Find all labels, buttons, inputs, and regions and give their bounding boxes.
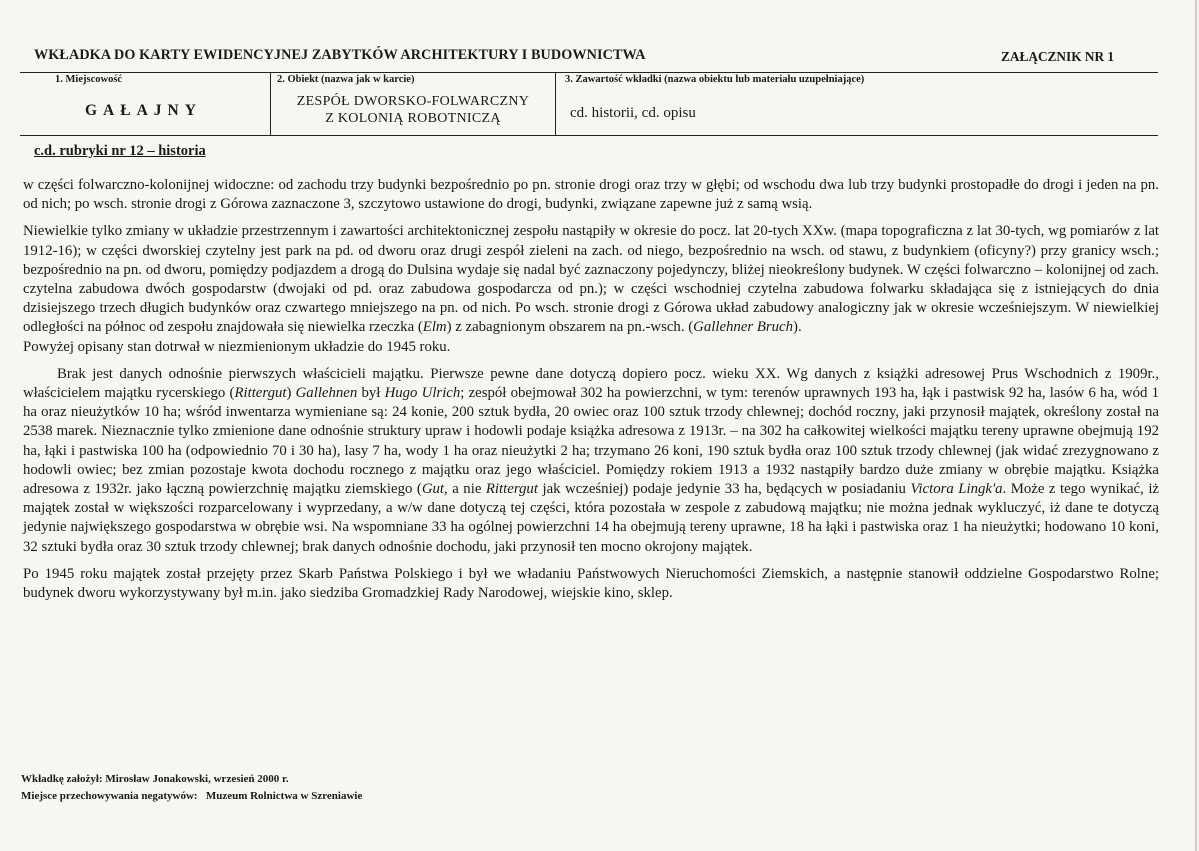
paragraph-4: Brak jest danych odnośnie pierwszych właścicieli majątku. Pierwsze pewne dane dotyczą dopiero pocz. wieku XX. Wg danych z książki adresowej Prus Wschodnich z 1909r., właścicielem majątku rycerskiego (Rittergut) Gallehnen był Hugo Ulrich; zespół obejmował 302 ha powierzchni, w tym: terenów uprawnych 193 ha, łąk i pastwisk 92 ha, lasów 6 ha, wód 1 ha oraz nieużytków 10 ha; wśród inwentarza wymieniane są: 24 konie, 200 sztuk bydła, 20 owiec oraz 100 sztuk trzody chlewnej; dochód roczny, jaki przynosił majątek, określony został na 2538 marek. Nieznacznie tylko zmienione dane odnośnie struktury upraw i hodowli podaje książka adresowa z 1913r. – na 302 ha całkowitej wielkości majątku tereny uprawne obejmują 192 ha, łąki i pastwiska 100 ha (odpowiednio 70 i 30 ha), lasy 7 ha, wody 1 ha oraz nieużytki 2 ha; trzymano 26 koni, 190 sztuk bydła oraz 100 sztuk trzody chlewnej (jak widać zrezygnowano z hodowli owiec; bez zmian pozostaje kwota dochodu rocznego z majątku oraz jego właściciel. Pomiędzy rokiem 1913 a 1932 nastąpiły bardzo duże zmiany w obrębie majątku. Książka adresowa z 1932r. jako łączną powierzchnię majątku ziemskiego (Gut, a nie Rittergut jak wcześniej) podaje jedynie 33 ha, będących w posiadaniu Victora Lingk'a. Może z tego wynikać, iż majątek został w większości rozparcelowany i wyprzedany, a w/w dane dotyczą tej części, która pozostała w zespole z zabudową majątku; nie można jednak wykluczyć, iż dane te dotyczą jedynie największego gospodarstwa w obrębie wsi. Na wspomniane 33 ha ogólnej powierzchni 14 ha obejmują tereny uprawne, 18 ha łąki i pastwiska oraz 1 ha nieużytki; hodowano 10 koni, 32 sztuki bydła oraz 30 sztuk trzody chlewnej; brak danych odnośnie dochodu, jaki przynosił ten mocno okrojony majątek. xyxy=(23,365,1159,555)
place-value: GAŁAJNY xyxy=(85,102,202,119)
paragraph-1: w części folwarczno-kolonijnej widoczne: od zachodu trzy budynki bezpośrednio po pn. stronie drogi oraz trzy w głębi; od wschodu dwa lub trzy budynki prostopadłe do drogi i jeden na pn. od nich; po wsch. stronie drogi z Górowa zaznaczone 3, szczytowo ustawione do drogi, budynki, związane zapewne już z samą wsią. xyxy=(23,177,1159,213)
column-divider xyxy=(270,72,271,135)
object-label: 2. Obiekt (nazwa jak w karcie) xyxy=(277,74,415,85)
column-divider xyxy=(555,72,556,135)
place-label: 1. Miejscowość xyxy=(55,74,123,85)
body-text xyxy=(23,176,1159,611)
form-title: WKŁADKA DO KARTY EWIDENCYJNEJ ZABYTKÓW ARCHITEKTURY I BUDOWNICTWA xyxy=(34,47,646,63)
attachment-number: ZAŁĄCZNIK NR 1 xyxy=(1001,49,1115,64)
paragraph-2: Niewielkie tylko zmiany w układzie przestrzennym i zawartości architektonicznej zespołu nastąpiły w okresie do pocz. lat 20-tych XXw. (mapa topograficzna z lat 30-tych, wg pomiarów z lat 1912-16); w części dworskiej czytelny jest park na pd. od dworu oraz drugi zespół zieleni na zach. od niego, bezpośrednio na wsch. od stawu, z budynkiem (oficyny?) przy granicy wsch.; bezpośrednio na pn. od dworu, pomiędzy podjazdem a drogą do Dulsina wydaje się nadal być zaznaczony pojedynczy, bliżej nieokreślony budynek. W części folwarczno – kolonijnej od zach. czytelna zabudowa dwóch gospodarstw (dwojaki od pd. oraz zabudowa gospodarcza od pn.); w części wschodniej czytelna zabudowa folwarku składająca się z istniejących do dnia dzisiejszego trzech długich budynków oraz czwartego mniejszego na pn. od nich. Po wsch. stronie drogi z Górowa układ zabudowy analogiczny jak w okresie wcześniejszym. W niewielkiej odległości na północ od zespołu znajdowała się niewielka rzeczka (Elm) z zabagnionym obszarem na pn.-wsch. (Gallehner Bruch). xyxy=(23,223,1159,336)
object-value-line2: Z KOLONIĄ ROBOTNICZĄ xyxy=(325,111,501,126)
footer xyxy=(21,771,362,805)
content-label: 3. Zawartość wkładki (nazwa obiektu lub materiału uzupełniające) xyxy=(565,74,865,85)
header-top-rule xyxy=(20,72,1158,73)
header-bottom-rule xyxy=(20,135,1158,136)
object-value xyxy=(272,93,554,127)
footer-negatives: Miejsce przechowywania negatywów: Muzeum Rolnictwa w Szreniawie xyxy=(21,790,363,802)
paragraph-5: Po 1945 roku majątek został przejęty przez Skarb Państwa Polskiego i był we władaniu Państwowych Nieruchomości Ziemskich, a następnie stanowił oddzielne Gospodarstwo Rolne; budynek dworu wykorzystywany był m.in. jako siedziba Gromadzkiej Rady Narodowej, wiejskie kino, sklep. xyxy=(23,565,1159,602)
footer-author: Wkładkę założył: Mirosław Jonakowski, wrzesień 2000 r. xyxy=(21,773,289,785)
content-value: cd. historii, cd. opisu xyxy=(570,105,696,121)
object-value-line1: ZESPÓŁ DWORSKO-FOLWARCZNY xyxy=(296,94,530,109)
section-heading: c.d. rubryki nr 12 – historia xyxy=(34,143,206,159)
paragraph-3: Powyżej opisany stan dotrwał w niezmienionym układzie do 1945 roku. xyxy=(23,338,451,355)
